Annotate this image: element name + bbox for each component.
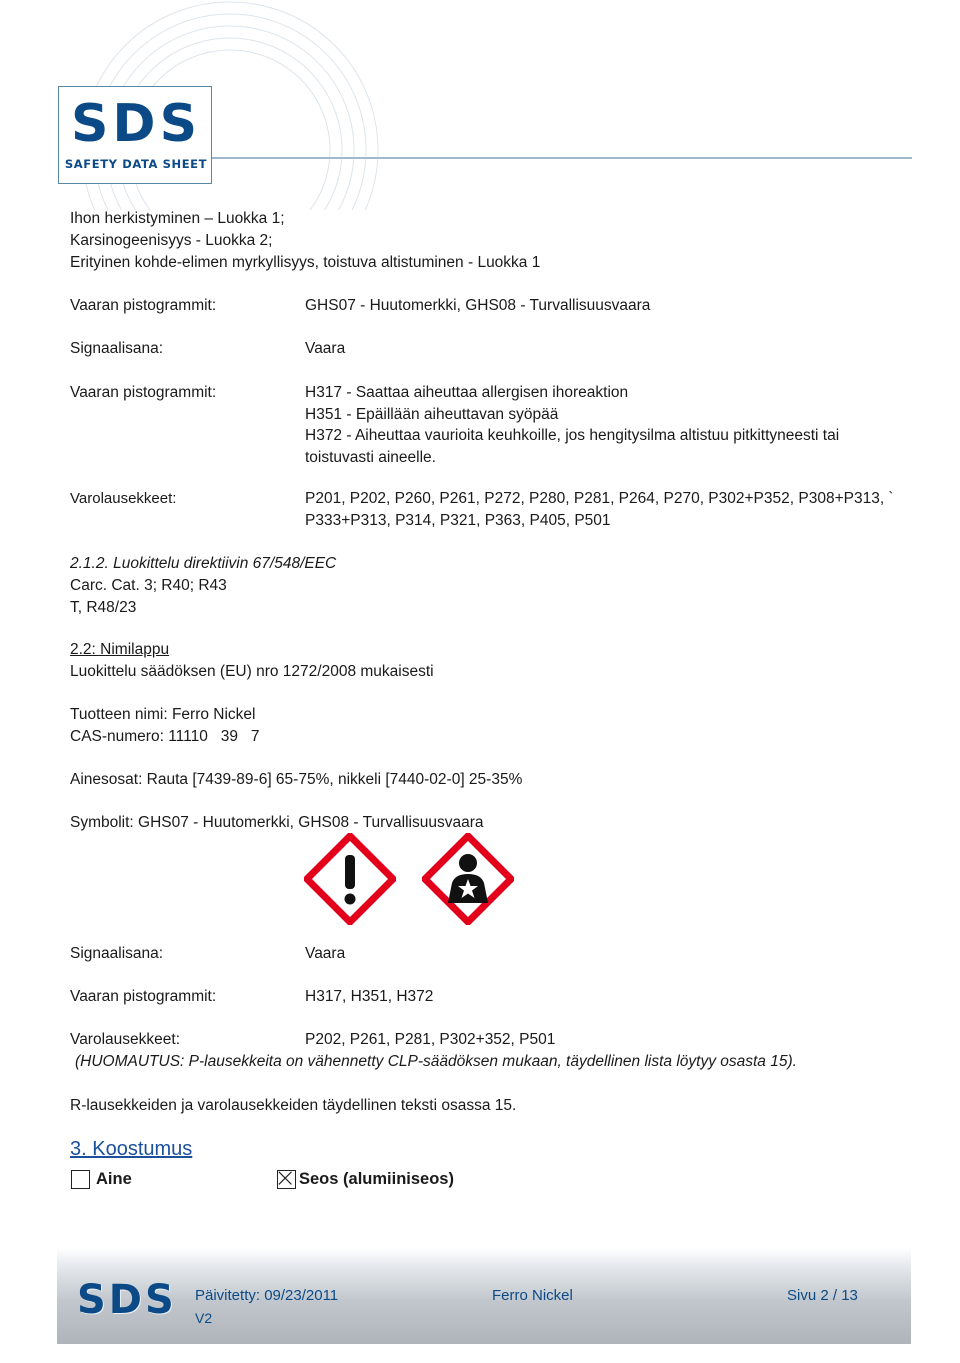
updated-date: Päivitetty: 09/23/2011 (195, 1287, 339, 1304)
signal-word-value: Vaara (305, 340, 346, 357)
classification-line: Karsinogeenisyys - Luokka 2; (70, 232, 273, 249)
substance-checkbox[interactable] (71, 1170, 90, 1189)
signal-word-label: Signaalisana: (70, 945, 164, 962)
precautionary-statements: P201, P202, P260, P261, P272, P280, P281, P264, P270, P302+P352, P308+P313, ` (305, 490, 894, 507)
ghs07-exclamation-icon (304, 833, 396, 925)
hazard-statement: H351 - Epäillään aiheuttavan syöpää (305, 406, 559, 423)
hazard-statement: H372 - Aiheuttaa vaurioita keuhkoille, jos hengitysilma altistuu pitkittyneesti tai (305, 427, 840, 444)
label-subheading: Luokittelu säädöksen (EU) nro 1272/2008 mukaisesti (70, 663, 434, 680)
footer-product: Ferro Nickel (492, 1287, 573, 1304)
hazard-statement: H317 - Saattaa aiheuttaa allergisen ihoreaktion (305, 384, 629, 401)
hazard-label: Vaaran pistogrammit: (70, 988, 217, 1005)
footer (57, 1248, 911, 1344)
substance-label: Aine (96, 1170, 132, 1188)
ingredients: Ainesosat: Rauta [7439-89-6] 65-75%, nikkeli [7440-02-0] 25-35% (70, 771, 523, 788)
dsd-heading: 2.1.2. Luokittelu direktiivin 67/548/EEC (70, 555, 337, 572)
check-mark-icon (278, 1171, 294, 1187)
dsd-line: Carc. Cat. 3; R40; R43 (70, 577, 227, 594)
precautionary-label: Varolausekkeet: (70, 490, 177, 507)
dsd-line: T, R48/23 (70, 599, 137, 616)
precautionary-statements: P333+P313, P314, P321, P363, P405, P501 (305, 512, 611, 529)
classification-line: Ihon herkistyminen – Luokka 1; (70, 210, 285, 227)
page-number: Sivu 2 / 13 (787, 1287, 858, 1304)
cas-number: CAS-numero: 11110 39 7 (70, 728, 260, 745)
section3-heading: 3. Koostumus (70, 1138, 193, 1160)
signal-word-label: Signaalisana: (70, 340, 164, 357)
mixture-checkbox[interactable] (277, 1170, 296, 1189)
ghs08-health-hazard-icon (422, 833, 514, 925)
r-phrases-note: R-lausekkeiden ja varolausekkeiden täydellinen teksti osassa 15. (70, 1097, 517, 1114)
hazard-label: Vaaran pistogrammit: (70, 384, 217, 401)
hazard-codes: H317, H351, H372 (305, 988, 434, 1005)
signal-word-value: Vaara (305, 945, 346, 962)
classification-line: Erityinen kohde-elimen myrkyllisyys, toistuva altistuminen - Luokka 1 (70, 254, 541, 271)
footer-logo: SDS (77, 1277, 177, 1323)
hazard-statement: toistuvasti aineelle. (305, 449, 436, 466)
logo-subtitle: SAFETY DATA SHEET (64, 157, 208, 171)
precautionary-label: Varolausekkeet: (70, 1031, 180, 1048)
mixture-label: Seos (alumiiniseos) (299, 1170, 454, 1188)
product-name: Tuotteen nimi: Ferro Nickel (70, 706, 256, 723)
pictograms-value: GHS07 - Huutomerkki, GHS08 - Turvallisuusvaara (305, 297, 651, 314)
note: (HUOMAUTUS: P-lausekkeita on vähennetty CLP-säädöksen mukaan, täydellinen lista löytyy osasta 15). (75, 1053, 797, 1070)
label-heading: 2.2: Nimilappu (70, 641, 170, 658)
symbols: Symbolit: GHS07 - Huutomerkki, GHS08 - Turvallisuusvaara (70, 814, 484, 831)
header-rule (212, 157, 912, 159)
version: V2 (195, 1310, 213, 1326)
precautionary-codes: P202, P261, P281, P302+352, P501 (305, 1031, 556, 1048)
sds-logo (58, 86, 212, 184)
pictograms-label: Vaaran pistogrammit: (70, 297, 217, 314)
logo-text: SDS (70, 94, 202, 154)
